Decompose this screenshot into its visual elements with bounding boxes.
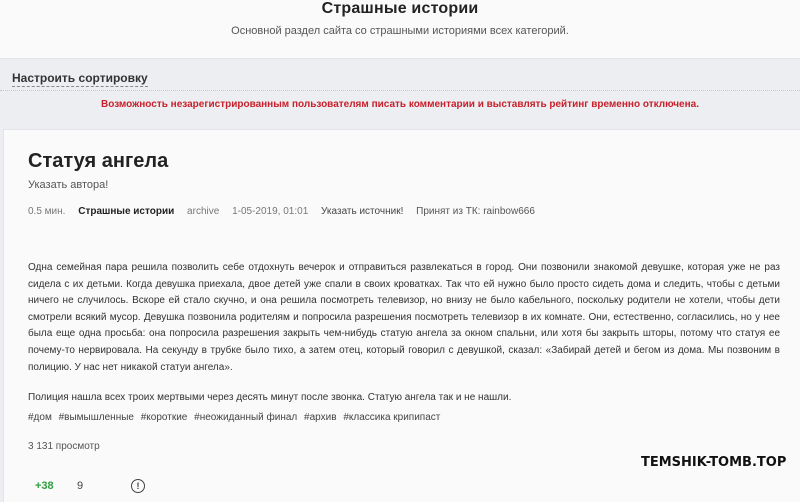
tag-list (28, 412, 444, 423)
section-title: Страшные истории (321, 0, 479, 17)
rating-up-button[interactable]: +38 (35, 480, 54, 492)
tag-link[interactable]: #дом (28, 412, 52, 423)
comments-disabled-notice: Возможность незарегистрированным пользователям писать комментарии и выставлять рейтинг временно отключена. (101, 99, 699, 110)
view-count: 3 131 просмотр (28, 441, 100, 452)
story-meta (28, 206, 545, 217)
tag-link[interactable]: #короткие (140, 412, 188, 423)
story-paragraph: Полиция нашла всех троих мертвыми через десять минут после звонка. Статую ангела так и не нашли. (28, 392, 512, 404)
section-subtitle: Основной раздел сайта со страшными историями всех категорий. (231, 25, 569, 37)
section-header (0, 0, 800, 59)
publish-date: 1-05-2019, 01:01 (232, 206, 309, 217)
story-card (3, 129, 800, 502)
author-label: Указать автора! (28, 179, 109, 191)
info-icon[interactable]: ! (131, 479, 145, 493)
source-label: Указать источник! (321, 206, 404, 217)
site-watermark: TEMSHIK-TOMB.TOP (641, 455, 787, 470)
story-text (28, 260, 780, 407)
tag-link[interactable]: #архив (304, 412, 337, 423)
tag-link[interactable]: #классика крипипаст (343, 412, 441, 423)
sort-settings-link[interactable]: Настроить сортировку (12, 71, 148, 85)
tag-link[interactable]: #вымышленные (58, 412, 134, 423)
rating-votes-count: 9 (77, 480, 84, 492)
divider (0, 90, 800, 91)
tag-link[interactable]: #неожиданный финал (194, 412, 298, 423)
archive-link[interactable]: archive (187, 206, 220, 217)
received-from: Принят из ТК: rainbow666 (416, 206, 535, 217)
read-time: 0.5 мин. (28, 206, 66, 217)
story-paragraph: Одна семейная пара решила позволить себе отдохнуть вечерок и отправиться развлекаться в город. Они позвонили знакомой девушке, которая уже не раз сидела с их детьми. Когда девушка приехала, двое детей уже спали в своих кроватках. Так что ей нужно было просто сидеть дома и следить, чтобы с детьми ничего не случилось. Вскоре ей стало скучно, и она решила посмотреть телевизор, но внизу не было кабельного, поскольку родители не хотели, чтобы дети смотрели всякий мусор. Девушка позвонила родителям и попросила разрешения посмотреть телевизор в их комнате. Они, естественно, согласились, но у нее была еще одна просьба: она попросила разрешения закрыть чем-нибудь статую ангела за окном спальни, или хотя бы закрыть шторы, потому что статуя ее почему-то нервировала. На секунду в трубке было тихо, а затем отец, который говорил с девушкой, сказал: «Забирай детей и бегом из дома. Мы позвоним в полицию. У нас нет никакой статуи ангела». (28, 262, 780, 373)
category-link[interactable]: Страшные истории (78, 206, 175, 217)
story-title[interactable]: Статуя ангела (28, 150, 169, 172)
